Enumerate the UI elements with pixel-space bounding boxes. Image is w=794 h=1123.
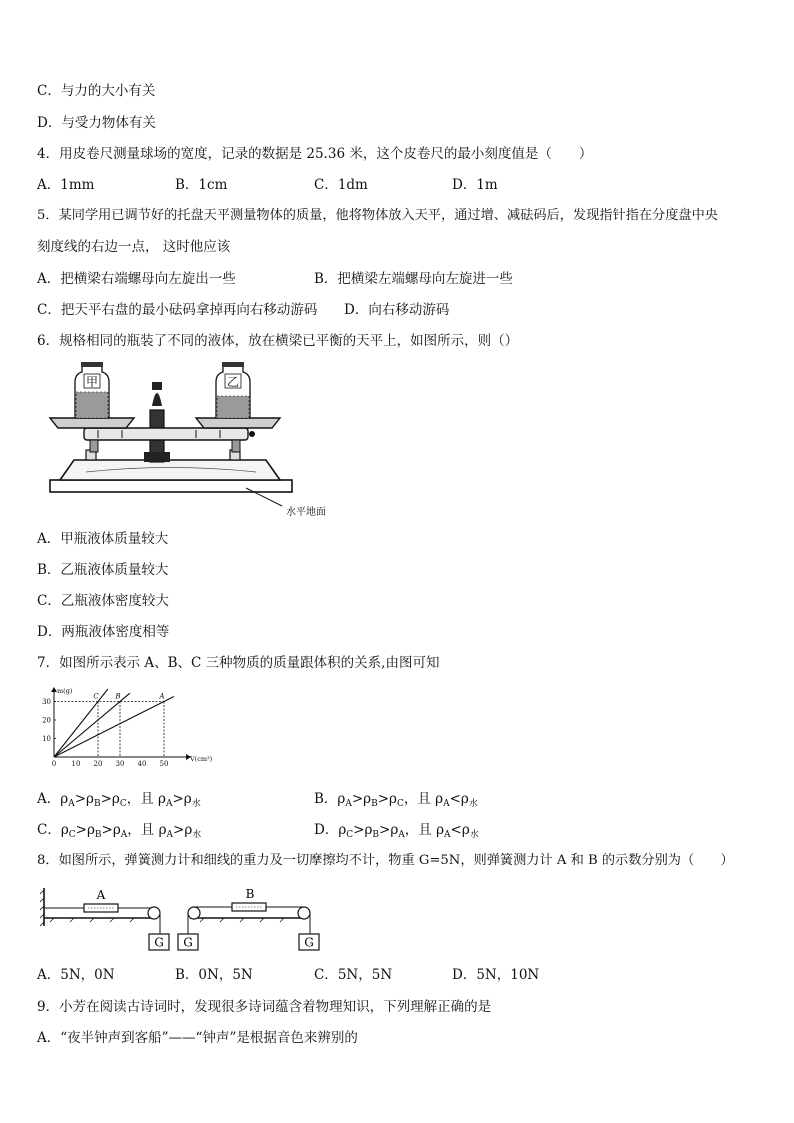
ground-label: 水平地面 xyxy=(286,507,326,518)
bottle-right xyxy=(216,362,250,418)
q4-option-b: B．1cm xyxy=(175,177,228,193)
q5-stem-line1: 5．某同学用已调节好的托盘天平测量物体的质量，他将物体放入天平，通过增、减砝码后，发现指针指在分度盘中央 xyxy=(37,208,718,223)
x-tick-label: 30 xyxy=(115,760,125,768)
balance-beam xyxy=(84,428,248,440)
svg-text:G: G xyxy=(154,935,164,950)
q3-option-c: C．与力的大小有关 xyxy=(37,83,156,99)
spring-scale-figure xyxy=(40,882,330,954)
ground-plate xyxy=(50,480,292,492)
series-line-A xyxy=(54,697,174,757)
scale-b-label: B xyxy=(245,887,255,901)
q8-option-b: B．0N，5N xyxy=(175,967,253,983)
q4-option-d: D．1m xyxy=(452,177,498,193)
pulley-2 xyxy=(188,907,200,919)
x-tick-label: 50 xyxy=(159,760,169,768)
q7-stem: 7．如图所示表示 A、B、C 三种物质的质量跟体积的关系,由图可知 xyxy=(37,655,440,671)
left-pan xyxy=(50,418,134,428)
svg-text:G: G xyxy=(183,935,193,950)
q5-option-c: C．把天平右盘的最小砝码拿掉再向右移动游码 xyxy=(37,302,318,318)
q8-option-c: C．5N，5N xyxy=(314,967,393,983)
balance-figure xyxy=(46,360,346,520)
q7-option-c: C．$\rho_C>\rho_B>\rho_A$，且 $\rho_A>\rho_水$ xyxy=(37,822,202,840)
q5-option-d: D．向右移动游码 xyxy=(344,302,450,318)
bottle-right-label: 乙 xyxy=(226,375,240,389)
pulley-1 xyxy=(148,907,160,919)
q5-option-a: A．把横梁右端螺母向左旋出一些 xyxy=(37,271,236,287)
svg-text:G: G xyxy=(304,935,314,950)
q7-option-a: A．$\rho_A>\rho_B>\rho_C$，且 $\rho_A>\rho_水$ xyxy=(37,791,201,809)
x-tick-label: 40 xyxy=(137,760,147,768)
q7-option-d: D．$\rho_C>\rho_B>\rho_A$，且 $\rho_A<\rho_水$ xyxy=(314,822,479,840)
balance-base xyxy=(60,460,280,480)
bottle-left-label: 甲 xyxy=(85,375,99,389)
y-tick-label: 30 xyxy=(42,698,51,706)
series-label-B: B xyxy=(115,692,121,701)
x-tick-label: 10 xyxy=(71,760,81,768)
series-line-B xyxy=(54,693,130,757)
q6-option-b: B．乙瓶液体质量较大 xyxy=(37,562,169,578)
q6-option-d: D．两瓶液体密度相等 xyxy=(37,624,170,640)
y-tick-label: 20 xyxy=(42,716,51,725)
mass-volume-chart xyxy=(36,683,216,769)
q8-stem: 8．如图所示，弹簧测力计和细线的重力及一切摩擦均不计，物重 G=5N，则弹簧测力计 A 和 B 的示数分别为（ ） xyxy=(37,853,734,868)
q4-option-a: A．1mm xyxy=(37,177,95,193)
q5-stem-line2: 刻度线的右边一点， 这时他应该 xyxy=(37,239,231,255)
y-tick-label: 10 xyxy=(42,735,51,743)
q8-option-d: D．5N，10N xyxy=(452,967,540,983)
series-line-C xyxy=(54,689,108,757)
q9-option-a: A．“夜半钟声到客船”——“钟声”是根据音色来辨别的 xyxy=(37,1030,358,1046)
q5-option-b: B．把横梁左端螺母向左旋进一些 xyxy=(314,271,513,287)
y-axis-label: m(g) xyxy=(57,687,73,695)
q6-option-a: A．甲瓶液体质量较大 xyxy=(37,531,169,547)
q6-option-c: C．乙瓶液体密度较大 xyxy=(37,593,169,609)
x-tick-label: 20 xyxy=(93,760,103,768)
scale-a-label: A xyxy=(96,888,106,902)
x-axis-label: V(cm³) xyxy=(190,755,213,763)
series-label-A: A xyxy=(159,692,165,701)
q4-stem: 4．用皮卷尺测量球场的宽度，记录的数据是 25.36 米，这个皮卷尺的最小刻度值是（ ） xyxy=(37,146,593,162)
q7-option-b: B．$\rho_A>\rho_B>\rho_C$，且 $\rho_A<\rho_水$ xyxy=(314,791,478,809)
series-label-C: C xyxy=(93,692,99,701)
q8-option-a: A．5N，0N xyxy=(37,967,115,983)
q9-stem: 9．小芳在阅读古诗词时，发现很多诗词蕴含着物理知识，下列理解正确的是 xyxy=(37,999,492,1015)
q3-option-d: D．与受力物体有关 xyxy=(37,115,156,131)
q4-option-c: C．1dm xyxy=(314,177,368,193)
q6-stem: 6．规格相同的瓶装了不同的液体，放在横梁已平衡的天平上，如图所示，则（） xyxy=(37,333,519,349)
right-pan xyxy=(196,418,280,428)
bottle-left xyxy=(75,362,109,418)
x-tick-label: 0 xyxy=(51,760,57,768)
pulley-3 xyxy=(298,907,310,919)
